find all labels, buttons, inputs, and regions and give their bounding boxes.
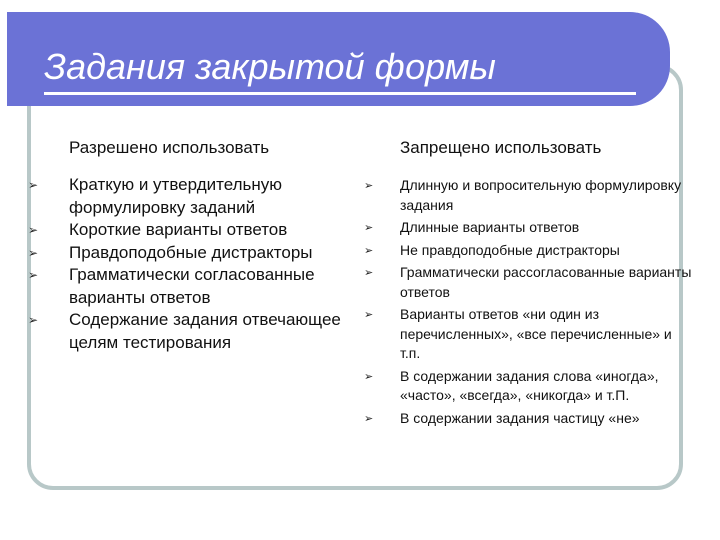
arrow-bullet-icon: ➢ (28, 178, 39, 192)
arrow-bullet-icon: ➢ (28, 223, 39, 237)
list-item (362, 176, 692, 215)
arrow-bullet-icon: ➢ (364, 266, 374, 279)
arrow-bullet-icon: ➢ (28, 245, 39, 260)
allowed-list (28, 174, 348, 354)
list-item (362, 367, 692, 406)
list-item (28, 309, 348, 354)
list-item-text: Короткие варианты ответов (69, 220, 288, 239)
list-item (28, 219, 348, 242)
list-item-text: Варианты ответов «ни один из перечисленных», «все перечисленные» и т.п. (400, 306, 672, 361)
arrow-bullet-icon: ➢ (364, 308, 374, 321)
list-item (28, 242, 348, 265)
arrow-bullet-icon: ➢ (364, 179, 374, 192)
arrow-bullet-icon: ➢ (364, 411, 374, 425)
list-item (362, 305, 692, 364)
list-item (362, 409, 692, 429)
slide-title: Задания закрытой формы (44, 46, 496, 87)
list-item-text: Грамматически рассогласованные варианты ответов (400, 264, 692, 300)
list-item-text: Длинную и вопросительную формулировку задания (400, 177, 682, 213)
list-item-text: Длинные варианты ответов (400, 219, 580, 235)
forbidden-heading: Запрещено использовать (400, 138, 602, 157)
list-item (362, 263, 692, 302)
list-item (362, 241, 692, 261)
list-item-text: Не правдоподобные дистракторы (400, 241, 620, 258)
list-item-text: Грамматически согласованные варианты ответов (69, 265, 315, 307)
arrow-bullet-icon: ➢ (28, 313, 39, 327)
list-item (28, 174, 348, 219)
arrow-bullet-icon: ➢ (364, 243, 374, 257)
allowed-heading: Разрешено использовать (69, 138, 270, 157)
arrow-bullet-icon: ➢ (364, 221, 374, 234)
list-item-text: Правдоподобные дистракторы (69, 242, 313, 262)
list-item-text: В содержании задания частицу «не» (400, 409, 640, 426)
list-item (28, 264, 348, 309)
list-item-text: Содержание задания отвечающее целям тестирования (69, 310, 341, 352)
title-underline (44, 92, 636, 95)
list-item (362, 218, 692, 238)
list-item-text: В содержании задания слова «иногда», «часто», «всегда», «никогда» и т.П. (400, 367, 659, 403)
forbidden-list (362, 176, 692, 431)
arrow-bullet-icon: ➢ (28, 268, 39, 282)
list-item-text: Краткую и утвердительную формулировку заданий (69, 175, 283, 217)
arrow-bullet-icon: ➢ (364, 369, 374, 383)
